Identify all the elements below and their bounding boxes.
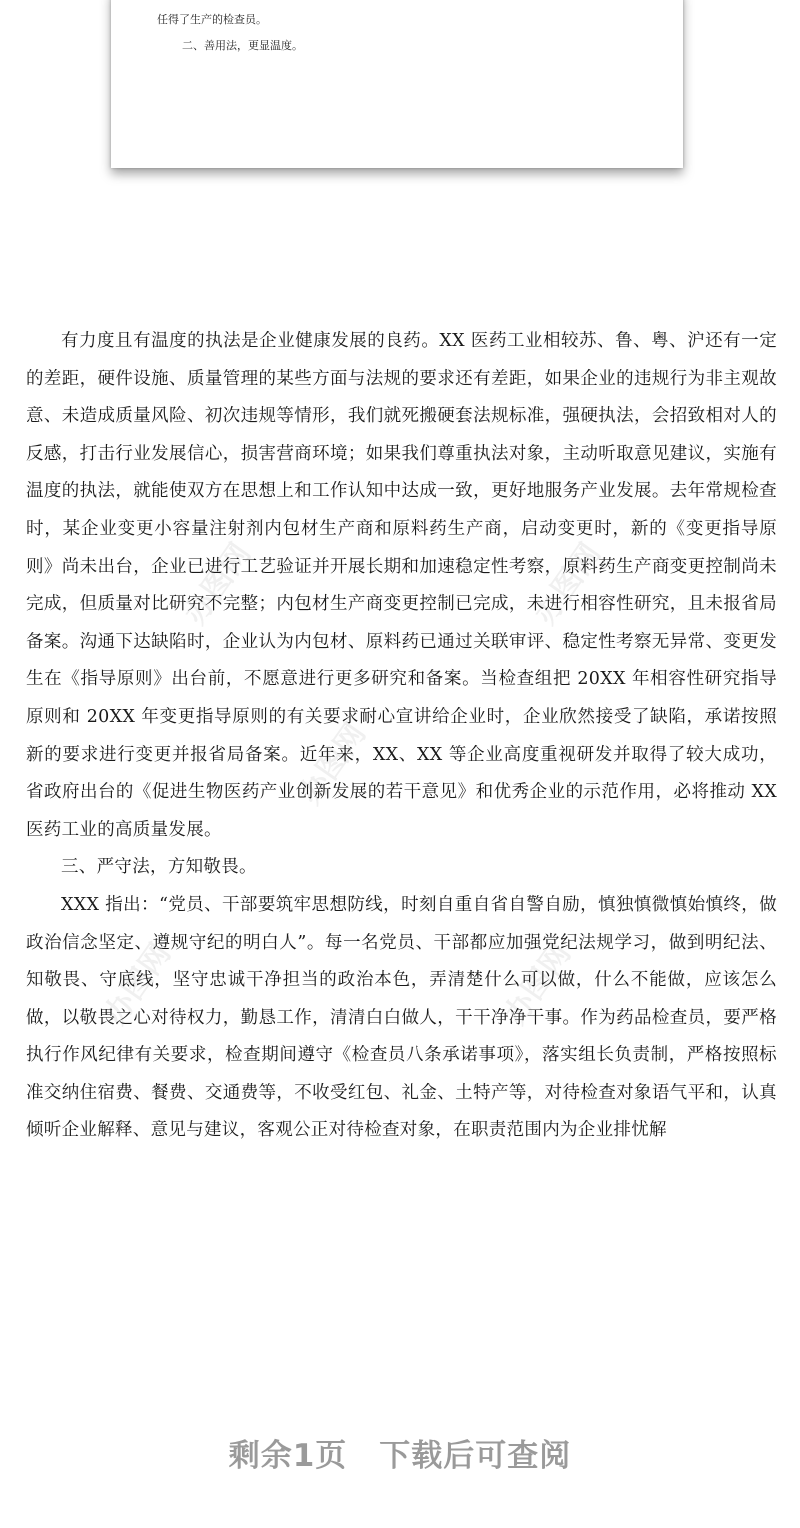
watermark: 办图网 xyxy=(497,937,579,1031)
preview-heading: 二、善用法，更显温度。 xyxy=(182,39,303,52)
document-body xyxy=(26,323,777,1150)
watermark: 办图网 xyxy=(97,937,179,1031)
download-to-view-label[interactable]: 下载后可查阅 xyxy=(379,1438,572,1474)
section-heading: 三、严守法，方知敬畏。 xyxy=(61,857,257,878)
watermark: 办图网 xyxy=(292,717,374,811)
remaining-pages-label: 剩余1页 xyxy=(228,1438,348,1474)
preview-line: 任得了生产的检查员。 xyxy=(157,13,267,26)
body-paragraph: XXX 指出：“党员、干部要筑牢思想防线，时刻自重自省自警自励，慎独慎微慎始慎终，做政治信念坚定、遵规守纪的明白人”。每一名党员、干部都应加强党纪法规学习，做到明纪法、知敬畏、守底线，坚守忠诚干净担当的政治本色，弄清楚什么可以做，什么不能做，应该怎么做，以敬畏之心对待权力，勤恳工作，清清白白做人，干干净净干事。作为药品检查员，要严格执行作风纪律有关要求，检查期间遵守《检查员八条承诺事项》，落实组长负责制，严格按照标准交纳住宿费、餐费、交通费等，不收受红包、礼金、土特产等，对待检查对象语气平和，认真倾听企业解释、意见与建议，客观公正对待检查对象，在职责范围内为企业排忧解 xyxy=(26,894,777,1141)
watermark: 办图网 xyxy=(177,537,259,631)
download-prompt-banner[interactable] xyxy=(0,1430,800,1475)
previous-page-preview xyxy=(111,0,683,168)
watermark: 办图网 xyxy=(527,537,609,631)
body-paragraph: 有力度且有温度的执法是企业健康发展的良药。XX 医药工业相较苏、鲁、粤、沪还有一定的差距，硬件设施、质量管理的某些方面与法规的要求还有差距，如果企业的违规行为非主观故意、未造成质量风险、初次违规等情形，我们就死搬硬套法规标准，强硬执法，会招致相对人的反感，打击行业发展信心，损害营商环境；如果我们尊重执法对象，主动听取意见建议，实施有温度的执法，就能使双方在思想上和工作认知中达成一致，更好地服务产业发展。去年常规检查时，某企业变更小容量注射剂内包材生产商和原料药生产商，启动变更时，新的《变更指导原则》尚未出台，企业已进行工艺验证并开展长期和加速稳定性考察，原料药生产商变更控制尚未完成，但质量对比研究不完整；内包材生产商变更控制已完成，未进行相容性研究，且未报省局备案。沟通下达缺陷时，企业认为内包材、原料药已通过关联审评、稳定性考察无异常、变更发生在《指导原则》出台前，不愿意进行更多研究和备案。当检查组把 20XX 年相容性研究指导原则和 20XX 年变更指导原则的有关要求耐心宣讲给企业时，企业欣然接受了缺陷，承诺按照新的要求进行变更并报省局备案。近年来，XX、XX 等企业高度重视研发并取得了较大成功，省政府出台的《促进生物医药产业创新发展的若干意见》和优秀企业的示范作用，必将推动 XX 医药工业的高质量发展。 xyxy=(26,331,777,840)
